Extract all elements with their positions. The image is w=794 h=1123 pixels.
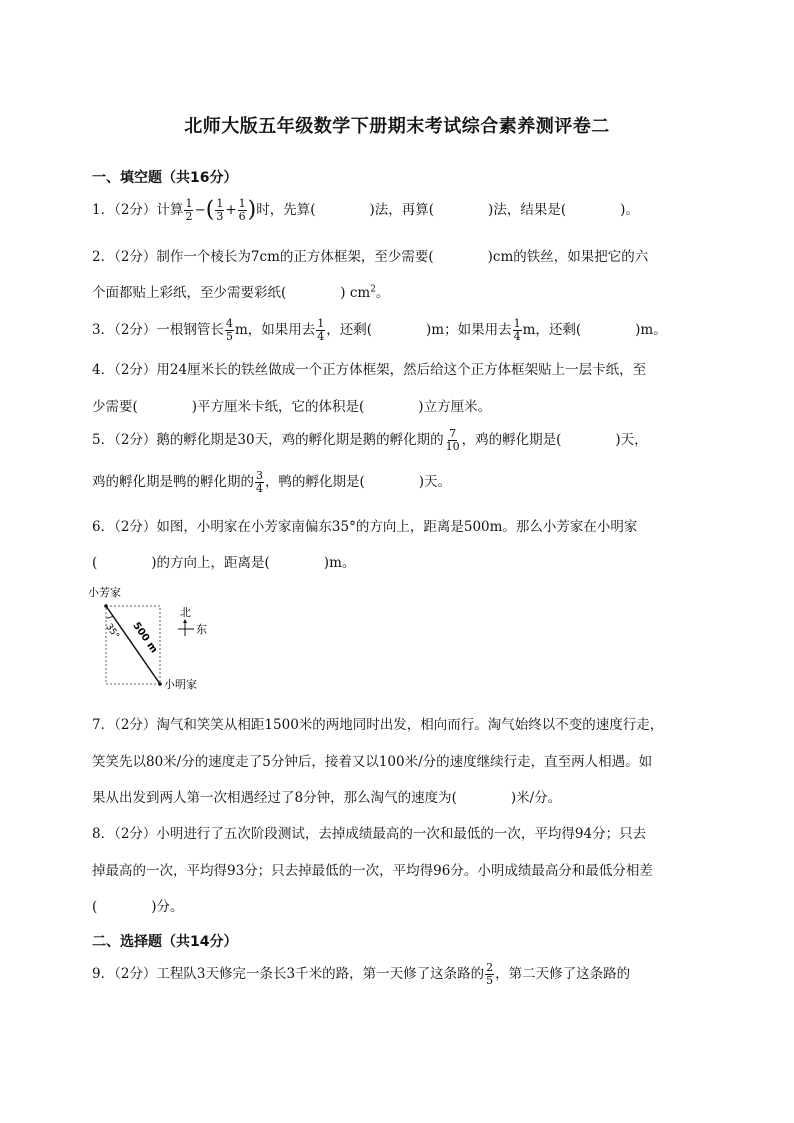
right-paren: ) [247, 197, 257, 223]
east-label: 东 [196, 623, 207, 636]
question-8-line-1: 8．（2分）小明进行了五次阶段测试，去掉成绩最高的一次和最低的一次，平均得94分；只去 [92, 826, 647, 842]
question-1 [92, 198, 639, 223]
question-7-line-3: 果从出发到两人第一次相遇经过了8分钟，那么淘气的速度为( )米/分。 [92, 790, 562, 806]
question-4-line-2: 少需要( )平方厘米卡纸，它的体积是( )立方厘米。 [92, 399, 492, 415]
xiaofang-point [104, 604, 108, 608]
label-xiaoming-home: 小明家 [164, 678, 197, 691]
section-choice-heading: 二、选择题（共14分） [92, 934, 238, 950]
q1-suffix: 时，先算( )法，再算( )法，结果是( )。 [256, 202, 639, 218]
fraction-2-5: $\frac{2}{5}$ [486, 961, 494, 987]
question-2-line-1: 2．（2分）制作一个棱长为7cm的正方体框架，至少需要( )cm的铁丝，如果把它的六 [92, 249, 649, 265]
minus-sign: − [194, 202, 206, 218]
xiaoming-point [158, 682, 162, 686]
fraction-1-2: $\frac{1}{2}$ [185, 197, 193, 223]
fraction-1-3: $\frac{1}{3}$ [216, 197, 224, 223]
question-4-line-1: 4．（2分）用24厘米长的铁丝做成一个正方体框架，然后给这个正方体框架贴上一层卡纸，至 [92, 362, 647, 378]
north-label: 北 [180, 606, 191, 619]
fraction-4-5: $\frac{4}{5}$ [225, 317, 233, 343]
label-xiaofang-home: 小芳家 [88, 586, 121, 599]
question-9: 9．（2分）工程队3天修完一条长3千米的路，第一天修了这条路的 $\frac{2}{5}$ ，第二天修了这条路的 [92, 961, 631, 987]
question-3: 3．（2分）一根钢管长 $\frac{4}{5}$ m，如果用去 $\frac{1}{4}$ ，还剩( )m；如果用去 $\frac{1}{4}$ m，还剩( )m。 [92, 317, 667, 343]
angle-label: 35° [103, 622, 121, 641]
fraction-3-4: $\frac{3}{4}$ [256, 469, 263, 495]
fraction-7-10: $\frac{7}{10}$ [445, 427, 460, 453]
page-title: 北师大版五年级数学下册期末考试综合素养测评卷二 [184, 116, 610, 137]
direction-diagram [88, 584, 228, 700]
question-7-line-2: 笑笑先以80米/分的速度走了5分钟后，接着又以100米/分的速度继续行走，直至两人相遇。如 [92, 754, 653, 770]
fraction-1-6: $\frac{1}{6}$ [238, 197, 246, 223]
question-6-line-1: 6．（2分）如图，小明家在小芳家南偏东35°的方向上，距离是500m。那么小芳家在小明家 [92, 519, 638, 535]
angle-arc [106, 616, 113, 618]
left-paren: ( [205, 197, 215, 223]
question-5-line-1: 5．（2分）鹅的孵化期是30天，鸡的孵化期是鹅的孵化期的 $\frac{7}{10}$ ，鸡的孵化期是( )天， [92, 427, 648, 453]
north-arrow-icon [183, 619, 187, 623]
question-2-line-2: 个面都贴上彩纸，至少需要彩纸( ) $cm^2$。 [92, 284, 390, 301]
fraction-1-4: $\frac{1}{4}$ [317, 317, 325, 343]
section-fill-blank-heading: 一、填空题（共16分） [92, 170, 238, 186]
fraction-1-4-m: $\frac{1}{4}$ [513, 317, 521, 343]
plus-sign: + [225, 202, 237, 218]
question-6-line-2: ( )的方向上，距离是( )m。 [92, 555, 356, 571]
question-5-line-2: 鸡的孵化期是鸭的孵化期的 $\frac{3}{4}$ ，鸭的孵化期是( )天。 [92, 469, 452, 495]
q1-prefix: 1．（2分）计算 [92, 202, 184, 218]
question-8-line-2: 掉最高的一次，平均得93分；只去掉最低的一次，平均得96分。小明成绩最高分和最低分相差 [92, 863, 653, 879]
question-8-line-3: ( )分。 [92, 899, 184, 915]
distance-label: 500 m [130, 620, 160, 656]
question-7-line-1: 7．（2分）淘气和笑笑从相距1500米的两地同时出发，相向而行。淘气始终以不变的速度行走， [92, 717, 664, 733]
